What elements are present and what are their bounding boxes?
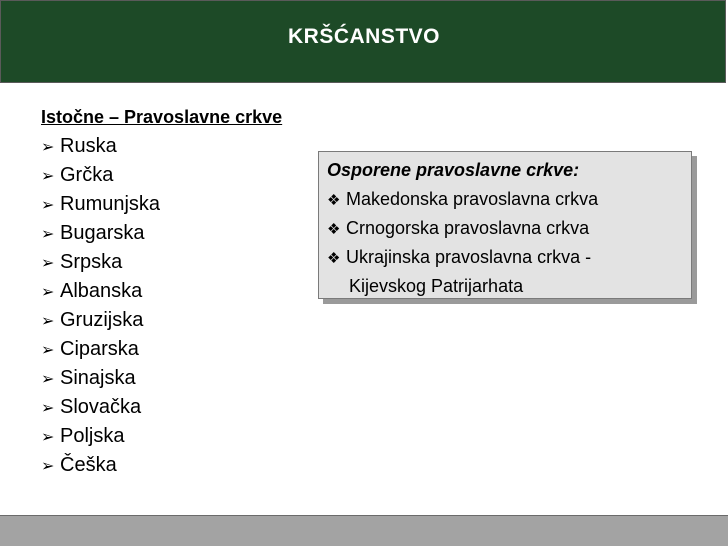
callout-item-label: Ukrajinska pravoslavna crkva - [346, 247, 592, 267]
list-item [41, 451, 381, 480]
slide-title: KRŠĆANSTVO [287, 25, 440, 48]
list-item [41, 364, 381, 393]
callout-item-label: Makedonska pravoslavna crkva [346, 189, 599, 209]
list-item [41, 306, 381, 335]
footer-bar [0, 515, 728, 546]
arrow-bullet-icon: ➢ [41, 226, 55, 243]
list-item-label: Sinajska [60, 367, 136, 389]
arrow-bullet-icon: ➢ [41, 139, 55, 156]
arrow-bullet-icon: ➢ [41, 313, 55, 330]
arrow-bullet-icon: ➢ [41, 197, 55, 214]
list-item-label: Albanska [60, 280, 143, 302]
list-heading: Istočne – Pravoslavne crkve [41, 107, 283, 127]
diamond-bullet-icon: ❖ [327, 192, 341, 209]
arrow-bullet-icon: ➢ [41, 342, 55, 359]
arrow-bullet-icon: ➢ [41, 429, 55, 446]
list-item-label: Rumunjska [60, 193, 161, 215]
title-bar [0, 0, 726, 83]
diamond-bullet-icon: ❖ [327, 250, 341, 267]
arrow-bullet-icon: ➢ [41, 400, 55, 417]
list-item [41, 335, 381, 364]
list-item-label: Ciparska [60, 338, 139, 360]
diamond-bullet-icon: ❖ [327, 221, 341, 238]
list-item-label: Gruzijska [60, 309, 144, 331]
list-item-label: Slovačka [60, 396, 142, 418]
list-item-label: Poljska [60, 425, 125, 447]
arrow-bullet-icon: ➢ [41, 255, 55, 272]
callout-item [327, 185, 691, 214]
callout-item [327, 243, 691, 272]
arrow-bullet-icon: ➢ [41, 371, 55, 388]
disputed-churches-callout [318, 151, 692, 299]
callout-item-label: Crnogorska pravoslavna crkva [346, 218, 590, 238]
callout-item [327, 214, 691, 243]
list-item-label: Bugarska [60, 222, 145, 244]
list-item [41, 393, 381, 422]
arrow-bullet-icon: ➢ [41, 284, 55, 301]
callout-item-continuation: Kijevskog Patrijarhata [349, 276, 524, 296]
arrow-bullet-icon: ➢ [41, 168, 55, 185]
list-item-label: Ruska [60, 135, 117, 157]
list-item-label: Srpska [60, 251, 123, 273]
arrow-bullet-icon: ➢ [41, 458, 55, 475]
callout-title: Osporene pravoslavne crkve: [327, 160, 580, 180]
list-item [41, 422, 381, 451]
list-item-label: Grčka [60, 164, 114, 186]
list-item-label: Češka [60, 454, 117, 476]
